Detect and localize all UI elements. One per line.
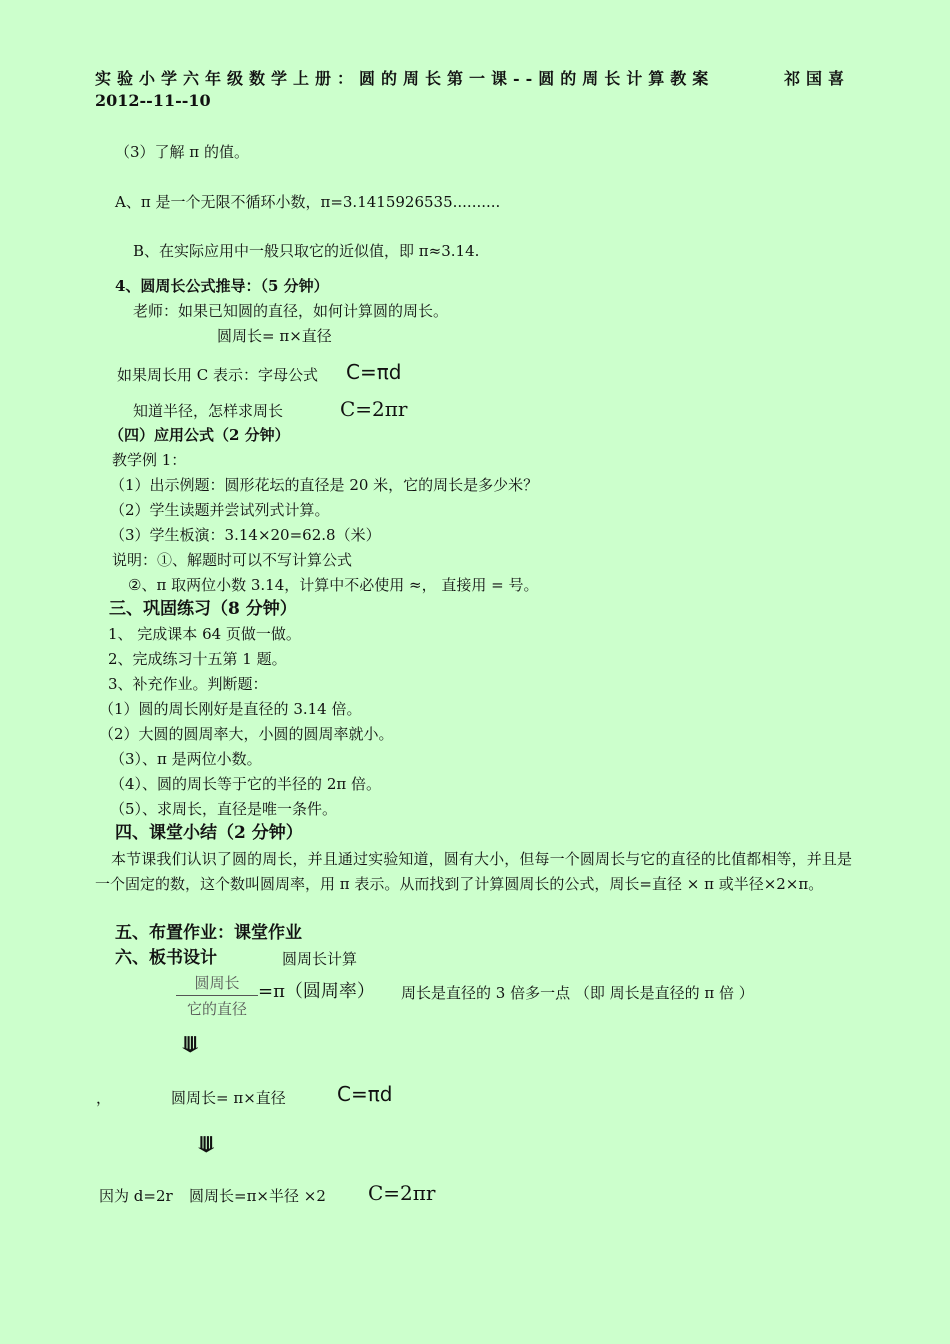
board-condition: 因为 d=2r: [99, 1187, 173, 1205]
summary-paragraph: 本节课我们认识了圆的周长，并且通过实验知道，圆有大小，但每一个圆周长与它的直径的比值都相等，并且是一个固定的数，这个数叫圆周率，用 π 表示。从而找到了计算圆周长的公式，周长=直径 × π 或半径×2×π。: [95, 850, 852, 893]
teacher-question: 老师：如果已知圆的直径，如何计算圆的周长。: [133, 302, 449, 320]
note-1: 说明：①、解题时可以不写计算公式: [112, 551, 353, 569]
document-date: 2012--11--10: [95, 91, 211, 110]
pi-item-heading: （3）了解 π 的值。: [115, 143, 249, 161]
practice-item-2: 2、完成练习十五第 1 题。: [108, 650, 287, 668]
judge-item-4: （4）、圆的周长等于它的半径的 2π 倍。: [110, 775, 381, 793]
note-2: ②、π 取两位小数 3.14，计算中不必使用 ≈， 直接用 = 号。: [128, 576, 539, 594]
example-label: 教学例 1：: [112, 451, 187, 469]
board-design-heading: 六、板书设计: [115, 948, 217, 968]
fraction-denominator: 它的直径: [186, 1000, 247, 1018]
header-title-row: [95, 68, 850, 90]
formula-circumference-diameter: 圆周长= π×直径: [217, 327, 332, 345]
pi-fact-a: A、π 是一个无限不循环小数，π=3.1415926535..........: [115, 193, 501, 211]
board-formula-cpid: C=πd: [337, 1082, 393, 1106]
comma-mark: ，: [96, 1089, 112, 1107]
board-subtitle: 圆周长计算: [282, 950, 358, 968]
pi-fact-b: B、在实际应用中一般只取它的近似值，即 π≈3.14.: [133, 242, 480, 260]
letter-formula: C=πd: [346, 360, 402, 384]
homework-heading: 五、布置作业：课堂作业: [115, 923, 302, 943]
judge-item-2: （2）大圆的圆周率大，小圆的圆周率就小。: [99, 725, 394, 743]
example-step-1: （1）出示例题：圆形花坛的直径是 20 米，它的周长是多少米？: [110, 476, 539, 494]
judge-item-5: （5）、求周长，直径是唯一条件。: [110, 800, 338, 818]
radius-question: 知道半径，怎样求周长: [133, 402, 284, 420]
example-step-3: （3）学生板演：3.14×20=62.8（米）: [110, 526, 381, 544]
radius-formula: C=2πr: [340, 397, 408, 421]
board-formula-radius: 圆周长=π×半径 ×2: [189, 1187, 326, 1205]
ratio-note: 周长是直径的 3 倍多一点 （即 周长是直径的 π 倍 ）: [401, 984, 754, 1002]
practice-item-3: 3、补充作业。判断题：: [108, 675, 268, 693]
down-arrow-icon: ⟱: [181, 1032, 200, 1058]
ratio-fraction: [176, 972, 258, 1019]
practice-heading: 三、巩固练习（8 分钟）: [109, 599, 297, 619]
pi-equals-label: =π（圆周率）: [258, 981, 375, 1002]
example-step-2: （2）学生读题并尝试列式计算。: [110, 501, 330, 519]
document-title: 实验小学六年级数学上册：圆的周长第一课--圆的周长计算教案: [95, 69, 715, 88]
letter-formula-intro: 如果周长用 C 表示：字母公式: [117, 366, 319, 384]
fraction-numerator: 圆周长: [176, 972, 258, 996]
board-formula-c2pir: C=2πr: [368, 1181, 436, 1205]
judge-item-1: （1）圆的周长刚好是直径的 3.14 倍。: [99, 700, 362, 718]
board-formula-diameter: 圆周长= π×直径: [171, 1089, 286, 1107]
document-header: [95, 68, 850, 112]
judge-item-3: （3）、π 是两位小数。: [110, 750, 262, 768]
summary-heading: 四、课堂小结（2 分钟）: [115, 823, 303, 843]
practice-item-1: 1、 完成课本 64 页做一做。: [108, 625, 301, 643]
formula-derivation-heading: 4、圆周长公式推导：（5 分钟）: [115, 277, 329, 295]
down-arrow-icon-2: ⟱: [197, 1132, 216, 1158]
apply-formula-heading: （四）应用公式（2 分钟）: [109, 426, 290, 444]
author-name: 祁国喜: [783, 69, 850, 88]
